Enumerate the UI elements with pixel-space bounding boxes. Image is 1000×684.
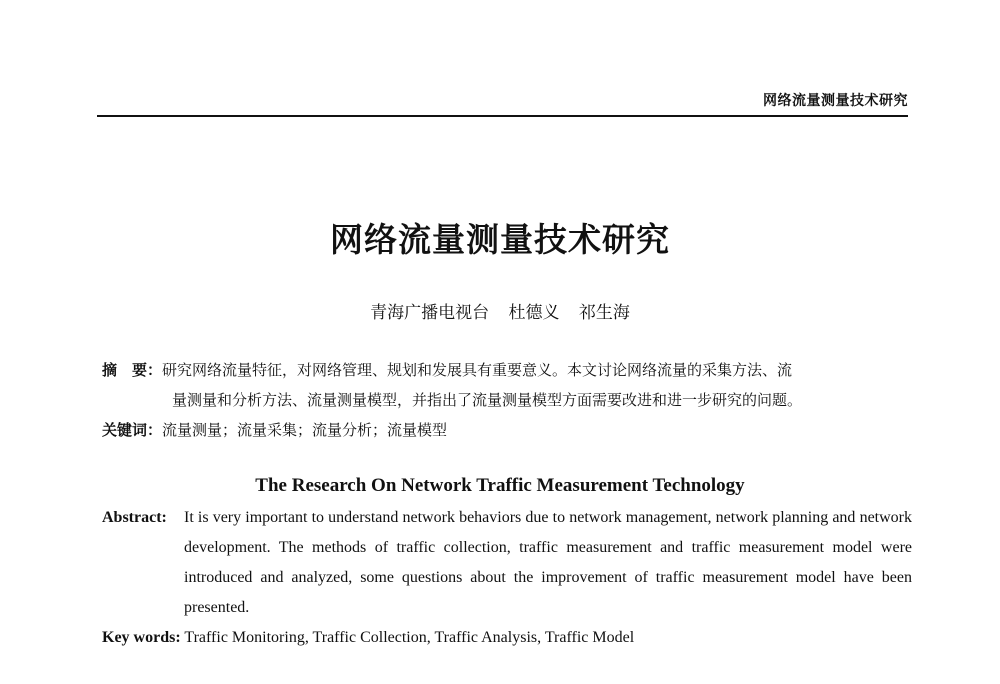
cn-abstract-text-1: 研究网络流量特征，对网络管理、规划和发展具有重要意义。本文讨论网络流量的采集方法、流 (162, 361, 793, 379)
english-title: The Research On Network Traffic Measurement Technology (255, 475, 745, 496)
cn-abstract-line-2 (102, 385, 912, 415)
running-header: 网络流量测量技术研究 (763, 93, 908, 109)
cn-abstract-text-2: 量测量和分析方法、流量测量模型，并指出了流量测量模型方面需要改进和进一步研究的问题。 (172, 391, 803, 409)
en-keywords-text: Traffic Monitoring, Traffic Collection, Traffic Analysis, Traffic Model (184, 629, 635, 646)
paper-title: 网络流量测量技术研究 (330, 220, 670, 259)
en-abstract-block (102, 503, 912, 623)
cn-keywords-label: 关键词： (102, 421, 163, 439)
cn-keywords-text: 流量测量；流量采集；流量分析；流量模型 (162, 421, 448, 439)
cn-abstract-label: 摘 要： (102, 361, 163, 379)
cn-abstract-line-1 (102, 355, 912, 385)
chinese-abstract (102, 355, 912, 445)
header-rule (97, 115, 908, 117)
en-keywords-label: Key words: (102, 629, 181, 646)
en-abstract-text: It is very important to understand network behaviors due to network management, network planning and network development. The methods of traffic collection, traffic measurement and traffic measurement model were introduced and analyzed, some questions about the improvement of traffic measurement model have been presented. (184, 509, 912, 616)
en-keywords (102, 623, 912, 653)
paper-authors: 青海广播电视台 杜德义 祁生海 (370, 303, 630, 323)
en-abstract-label: Abstract: (102, 509, 167, 526)
english-abstract (102, 503, 912, 653)
cn-keywords (102, 415, 912, 445)
